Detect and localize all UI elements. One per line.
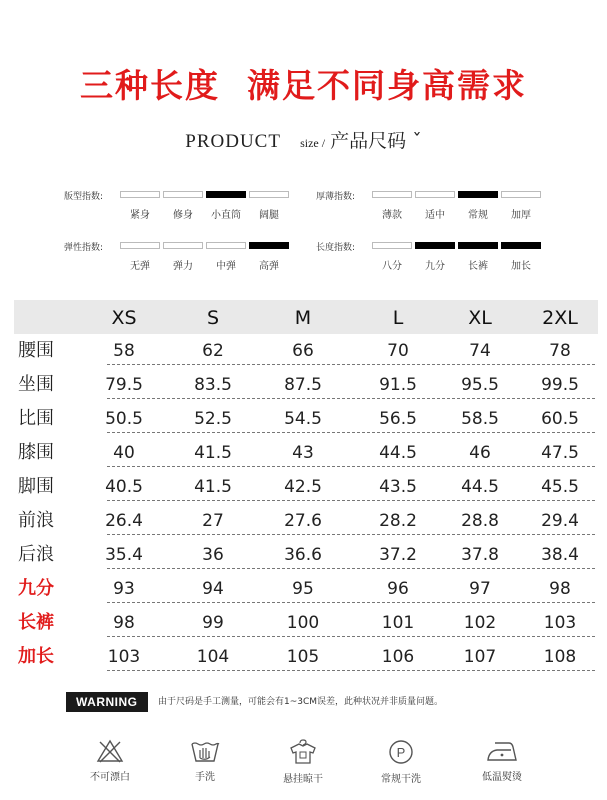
index-option: 高弹	[259, 261, 279, 272]
table-cell: 54.5	[284, 409, 322, 429]
table-cell: 37.8	[461, 545, 499, 565]
row-label: 后浪	[18, 544, 54, 565]
row-divider	[107, 398, 595, 399]
row-divider	[107, 568, 595, 569]
row-label: 九分	[18, 578, 54, 599]
section-title-en: PRODUCT	[185, 131, 281, 152]
row-label: 腰围	[18, 340, 54, 361]
no-bleach-icon	[95, 738, 125, 764]
hang-dry-icon	[288, 738, 318, 766]
index-label: 长度指数:	[316, 243, 356, 253]
table-cell: 103	[107, 647, 141, 667]
table-row	[14, 368, 598, 402]
table-cell: 95	[292, 579, 314, 599]
table-cell: 43.5	[379, 477, 417, 497]
row-label: 前浪	[18, 510, 54, 531]
row-label: 坐围	[18, 374, 54, 395]
table-cell: 35.4	[105, 545, 143, 565]
row-divider	[107, 534, 595, 535]
table-cell: 101	[381, 613, 415, 633]
index-box	[372, 242, 412, 249]
index-box	[206, 242, 246, 249]
fit-index	[64, 189, 304, 219]
index-box	[249, 191, 289, 198]
row-divider	[107, 500, 595, 501]
section-title	[0, 126, 607, 153]
size-header: XS	[111, 307, 137, 329]
table-cell: 38.4	[541, 545, 579, 565]
index-box	[415, 191, 455, 198]
size-header: 2XL	[542, 307, 578, 329]
table-cell: 28.8	[461, 511, 499, 531]
table-cell: 97	[469, 579, 491, 599]
table-cell: 41.5	[194, 477, 232, 497]
headline: 三种长度 满足不同身高需求	[80, 66, 527, 105]
table-row	[14, 606, 598, 640]
index-box	[120, 191, 160, 198]
warning-badge: WARNING	[66, 692, 148, 712]
index-box-selected	[249, 242, 289, 249]
table-cell: 91.5	[379, 375, 417, 395]
table-cell: 28.2	[379, 511, 417, 531]
size-table	[14, 300, 598, 672]
index-box-selected	[206, 191, 246, 198]
table-cell: 44.5	[461, 477, 499, 497]
table-cell: 41.5	[194, 443, 232, 463]
table-cell: 106	[381, 647, 415, 667]
row-divider	[107, 466, 595, 467]
index-option: 无弹	[130, 261, 150, 272]
index-box-selected	[501, 242, 541, 249]
table-cell: 107	[463, 647, 497, 667]
table-cell: 94	[202, 579, 224, 599]
index-box	[120, 242, 160, 249]
warning-note	[66, 692, 546, 712]
table-cell: 40	[113, 443, 135, 463]
index-box	[501, 191, 541, 198]
table-cell: 98	[113, 613, 135, 633]
row-divider	[107, 432, 595, 433]
index-box	[163, 242, 203, 249]
table-cell: 27	[202, 511, 224, 531]
row-divider	[107, 364, 595, 365]
index-option: 常规	[468, 210, 488, 221]
table-cell: 58.5	[461, 409, 499, 429]
row-divider	[107, 636, 595, 637]
table-cell: 99.5	[541, 375, 579, 395]
index-option: 加厚	[511, 210, 531, 221]
index-option: 适中	[425, 210, 445, 221]
index-option: 八分	[382, 261, 402, 272]
table-cell: 99	[202, 613, 224, 633]
table-cell: 105	[286, 647, 320, 667]
size-header: S	[206, 307, 220, 329]
table-cell: 26.4	[105, 511, 143, 531]
table-cell: 87.5	[284, 375, 322, 395]
index-option: 小直筒	[211, 210, 241, 221]
table-cell: 52.5	[194, 409, 232, 429]
table-cell: 40.5	[105, 477, 143, 497]
row-divider	[107, 602, 595, 603]
index-label: 弹性指数:	[64, 243, 104, 253]
table-cell: 60.5	[541, 409, 579, 429]
table-cell: 66	[292, 341, 314, 361]
index-option: 弹力	[173, 261, 193, 272]
table-cell: 43	[292, 443, 314, 463]
table-row	[14, 504, 598, 538]
table-row	[14, 436, 598, 470]
care-label: 不可漂白	[90, 772, 130, 783]
index-option: 中弹	[216, 261, 236, 272]
section-title-zh: 产品尺码 ˇ	[330, 130, 422, 152]
table-cell: 100	[286, 613, 320, 633]
table-cell: 70	[387, 341, 409, 361]
table-cell: 93	[113, 579, 135, 599]
table-row	[14, 538, 598, 572]
warning-text: 由于尺码是手工测量，可能会有1~3CM误差，此种状况并非质量问题。	[158, 697, 444, 707]
table-row	[14, 470, 598, 504]
low-iron-icon	[485, 738, 519, 764]
table-cell: 74	[469, 341, 491, 361]
table-cell: 27.6	[284, 511, 322, 531]
row-label: 加长	[18, 646, 54, 667]
table-cell: 45.5	[541, 477, 579, 497]
table-cell: 83.5	[194, 375, 232, 395]
table-row	[14, 334, 598, 368]
care-item	[60, 738, 160, 783]
svg-text:P: P	[396, 745, 406, 760]
row-label: 比围	[18, 408, 54, 429]
stretch-index	[64, 240, 304, 270]
table-cell: 103	[543, 613, 577, 633]
size-header: L	[392, 307, 404, 329]
table-cell: 95.5	[461, 375, 499, 395]
table-cell: 42.5	[284, 477, 322, 497]
care-item	[351, 738, 451, 785]
table-cell: 62	[202, 341, 224, 361]
care-label: 常规干洗	[381, 774, 421, 785]
index-box	[372, 191, 412, 198]
table-cell: 46	[469, 443, 491, 463]
row-label: 长裤	[18, 612, 54, 633]
table-cell: 104	[196, 647, 230, 667]
index-option: 九分	[425, 261, 445, 272]
table-cell: 47.5	[541, 443, 579, 463]
size-header: XL	[468, 307, 492, 329]
index-box-selected	[415, 242, 455, 249]
table-row	[14, 640, 598, 674]
index-option: 加长	[511, 261, 531, 272]
size-header: M	[294, 307, 312, 329]
length-index	[316, 240, 556, 270]
index-box-selected	[458, 242, 498, 249]
index-option: 紧身	[130, 210, 150, 221]
table-cell: 56.5	[379, 409, 417, 429]
index-option: 薄款	[382, 210, 402, 221]
care-label: 悬挂晾干	[283, 774, 323, 785]
hand-wash-icon	[189, 738, 221, 764]
dry-clean-icon	[387, 738, 415, 766]
table-cell: 102	[463, 613, 497, 633]
thickness-index	[316, 189, 556, 219]
table-cell: 44.5	[379, 443, 417, 463]
index-option: 修身	[173, 210, 193, 221]
row-label: 膝围	[18, 442, 54, 463]
table-header	[14, 300, 598, 334]
table-cell: 78	[549, 341, 571, 361]
care-item	[452, 738, 552, 783]
section-title-size: size /	[300, 136, 326, 150]
row-label: 脚围	[18, 476, 54, 497]
table-cell: 29.4	[541, 511, 579, 531]
index-option: 阔腿	[259, 210, 279, 221]
table-cell: 98	[549, 579, 571, 599]
table-cell: 36	[202, 545, 224, 565]
table-cell: 58	[113, 341, 135, 361]
table-row	[14, 572, 598, 606]
table-cell: 79.5	[105, 375, 143, 395]
index-option: 长裤	[468, 261, 488, 272]
table-cell: 108	[543, 647, 577, 667]
index-label: 厚薄指数:	[316, 192, 356, 202]
index-box-selected	[458, 191, 498, 198]
row-divider	[107, 670, 595, 671]
care-label: 低温熨烫	[482, 772, 522, 783]
care-item	[253, 738, 353, 785]
table-cell: 37.2	[379, 545, 417, 565]
table-cell: 36.6	[284, 545, 322, 565]
index-box	[163, 191, 203, 198]
care-item	[155, 738, 255, 783]
table-cell: 50.5	[105, 409, 143, 429]
index-label: 版型指数:	[64, 192, 104, 202]
care-label: 手洗	[195, 772, 215, 783]
table-cell: 96	[387, 579, 409, 599]
table-row	[14, 402, 598, 436]
